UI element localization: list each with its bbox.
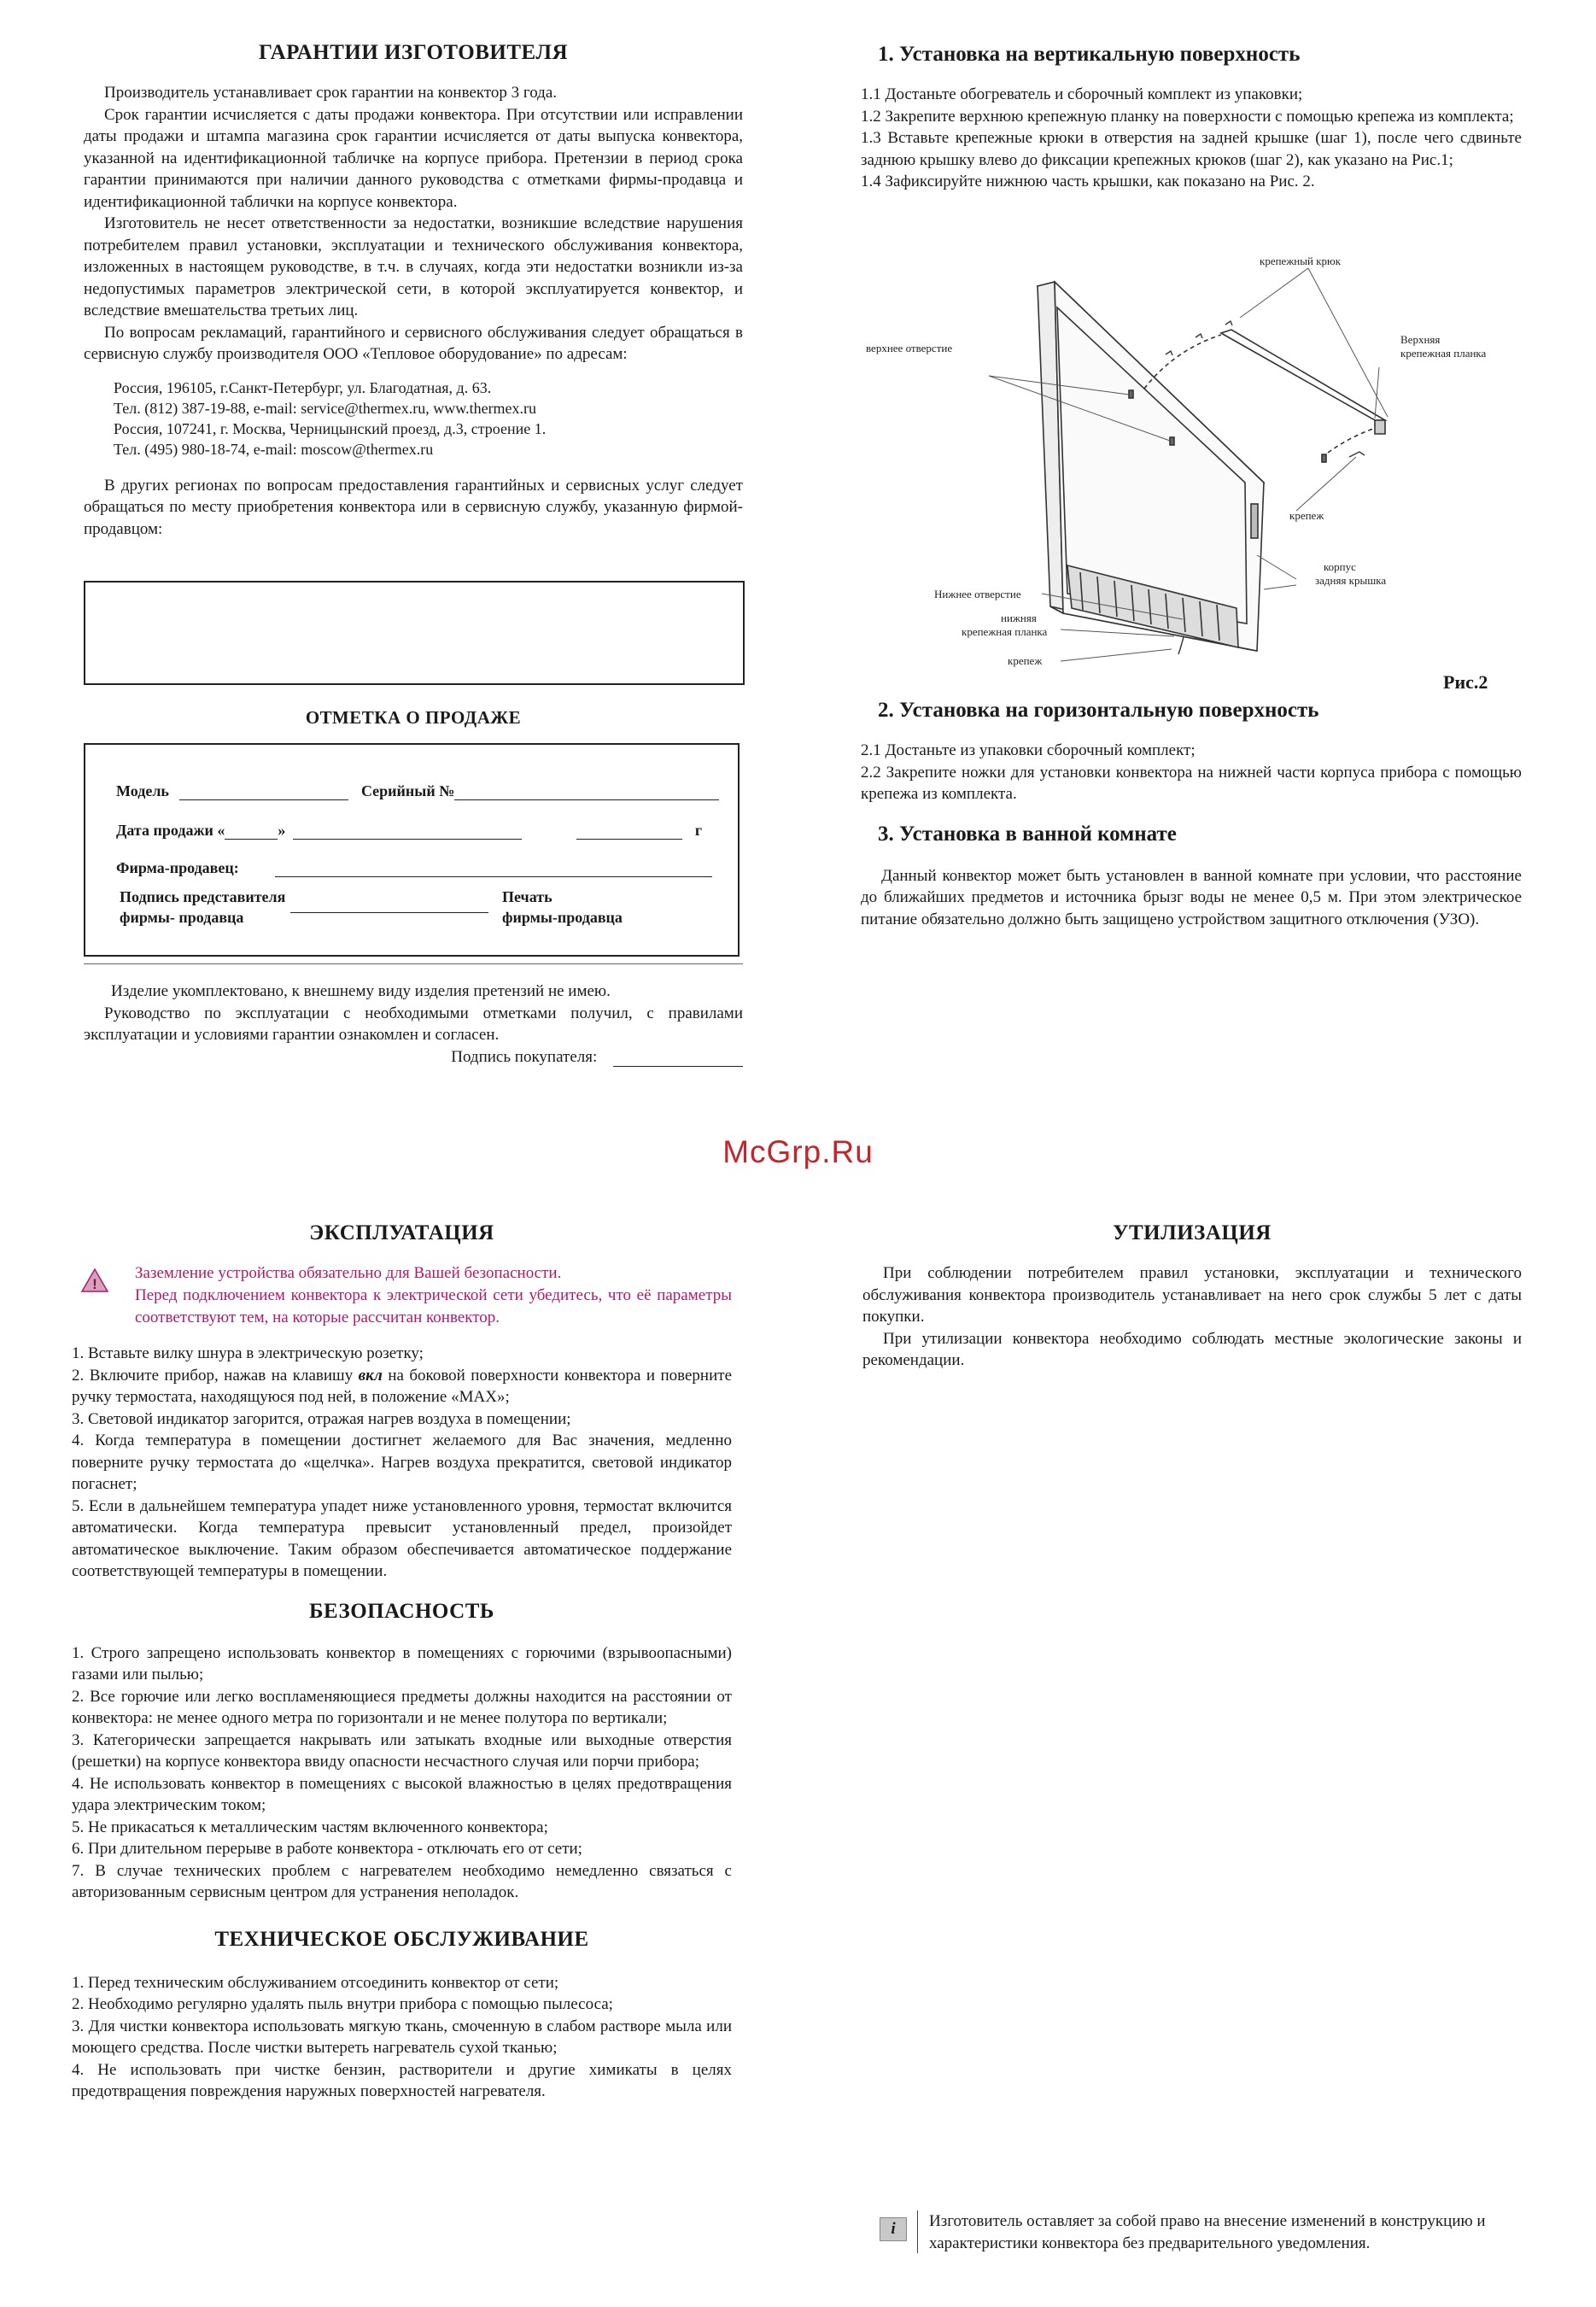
date-year-field[interactable] — [576, 839, 682, 840]
date-day-field[interactable] — [225, 839, 278, 840]
label-fastener-bottom: крепеж — [1008, 654, 1043, 667]
safety-rule: 6. При длительном перерыве в работе конвектора - отключать его от сети; — [72, 1840, 582, 1858]
serial-label: Серийный № — [360, 782, 455, 799]
install-step: 1.3 Вставьте крепежные крюки в отверстия на задней крышке (шаг 1), после чего сдвиньте заднюю крышку влево до фиксации крепежных крюков (шаг 2), как указано на Рис.1; — [861, 129, 1522, 169]
sale-title: ОТМЕТКА О ПРОДАЖЕ — [305, 707, 522, 728]
warranty-section — [84, 41, 743, 540]
maintenance-step: 4. Не использовать при чистке бензин, растворители и другие химикаты в целях предотвращения повреждения наружных поверхностей нагревателя. — [72, 2060, 732, 2100]
label-body: корпус — [1324, 560, 1356, 573]
buyer-p1: Изделие укомплектовано, к внешнему виду изделия претензий не имею. — [111, 982, 611, 1000]
label-top-hole: верхнее отверстие — [866, 342, 953, 354]
safety-rule: 1. Строго запрещено использовать конвектор в помещениях с горючими (взрывоопасными) газами или пылью; — [72, 1643, 732, 1683]
label-top-bar: Верхняя — [1400, 333, 1441, 346]
safety-rule: 3. Категорически запрещается накрывать или затыкать входные или выходные отверстия (решетки) на корпусе конвектора ввиду опасности несчастного случая или порчи прибора; — [72, 1730, 732, 1771]
warning-triangle-icon — [80, 1268, 109, 1293]
model-field[interactable] — [179, 799, 348, 800]
date-label: Дата продажи « — [116, 822, 225, 839]
address-line: Россия, 107241, г. Москва, Черницынский проезд, д.3, строение 1. — [114, 419, 547, 437]
buyer-section — [84, 981, 743, 1067]
model-label: Модель — [116, 782, 169, 799]
install-step: 2.1 Достаньте из упаковки сборочный комплект; — [861, 741, 1196, 759]
operation-step: 3. Световой индикатор загорится, отражая нагрев воздуха в помещении; — [72, 1409, 571, 1428]
operation-step: 5. Если в дальнейшем температура упадет ниже установленного уровня, термостат включится автоматически. Когда температура превысит установленный предел, произойдет автоматическое выключение. Таким образом обеспечивается автоматическое поддержание соответствующей температуры в помещении. — [72, 1496, 732, 1580]
buyer-sign-field[interactable] — [613, 1066, 743, 1067]
install-section — [861, 43, 1522, 193]
svg-text:!: ! — [92, 1276, 97, 1292]
safety-rule: 7. В случае технических проблем с нагревателем необходимо немедленно связаться с авторизованным сервисным центром для устранения неполадок. — [72, 1861, 732, 1901]
safety-rule: 5. Не прикасаться к металлическим частям включенного конвектора; — [72, 1818, 548, 1836]
divider — [84, 963, 743, 964]
disposal-title: УТИЛИЗАЦИЯ — [1113, 1221, 1272, 1244]
maintenance-title: ТЕХНИЧЕСКОЕ ОБСЛУЖИВАНИЕ — [214, 1927, 589, 1951]
serial-field[interactable] — [454, 799, 719, 800]
safety-title: БЕЗОПАСНОСТЬ — [309, 1599, 494, 1623]
address-line: Тел. (495) 980-18-74, e-mail: moscow@thermex.ru — [114, 440, 434, 458]
warranty-p4: По вопросам рекламаций, гарантийного и сервисного обслуживания следует обращаться в сервисную службу производителя ООО «Тепловое оборудование» по адресам: — [84, 323, 743, 363]
sign-field[interactable] — [290, 912, 488, 913]
stamp-label: фирмы-продавца — [502, 909, 623, 926]
warranty-p1: Производитель устанавливает срок гарантии на конвектор 3 года. — [104, 84, 558, 102]
maintenance-step: 3. Для чистки конвектора использовать мягкую ткань, смоченную в слабом растворе мыла или моющего средства. После чистки вытереть нагреватель сухой тканью; — [72, 2017, 732, 2057]
warranty-p3: Изготовитель не несет ответственности за недостатки, возникшие вследствие нарушения потребителем правил установки, эксплуатации и технического обслуживания конвектора, изложенных в настоящем руководстве, в т.ч. в случаях, когда эти недостатки возникли из-за недопустимых параметров электрической сети, в которой эксплуатируется конвектор, и вследствие вмешательства третьих лиц. — [84, 214, 743, 319]
sale-form — [84, 743, 740, 957]
watermark: McGrp.Ru — [722, 1134, 874, 1169]
operation-step-text: на боковой поверхности конвектора и поверните ручку термостата, находящуюся под ней, в положение «MAX»; — [72, 1366, 732, 1406]
notice-box — [880, 2210, 1522, 2254]
label-bottom-bar: нижняя — [1001, 612, 1037, 624]
label-back-cover: задняя крышка — [1315, 574, 1387, 587]
install-step: 2.2 Закрепите ножки для установки конвектора на нижней части корпуса прибора с помощью крепежа из комплекта. — [861, 763, 1522, 803]
warning-text: Заземление устройства обязательно для Вашей безопасности. — [135, 1264, 562, 1282]
date-quote: » — [278, 822, 286, 839]
safety-rule: 4. Не использовать конвектор в помещениях с высокой влажностью в целях предотвращения удара электрическим током; — [72, 1774, 732, 1814]
install-step: 1.4 Зафиксируйте нижнюю часть крышки, как показано на Рис. 2. — [861, 173, 1315, 190]
buyer-p2: Руководство по эксплуатации с необходимыми отметками получил, с правилами эксплуатации и условиями гарантии ознакомлен и согласен. — [84, 1004, 743, 1044]
label-bottom-bar: крепежная планка — [962, 625, 1048, 638]
install-step: 1.2 Закрепите верхнюю крепежную планку на поверхности с помощью крепежа из комплекта; — [861, 107, 1514, 126]
service-stamp-box — [84, 581, 745, 685]
figure-caption: Рис.2 — [1443, 671, 1488, 693]
notice-divider — [917, 2210, 918, 2253]
notice-text: Изготовитель оставляет за собой право на внесение изменений в конструкцию и характеристики конвектора без предварительного уведомления. — [929, 2212, 1486, 2252]
operation-step — [72, 1365, 732, 1408]
seller-field[interactable] — [275, 876, 712, 877]
sign-label: фирмы- продавца — [120, 909, 244, 926]
install-bathroom-text: Данный конвектор может быть установлен в ванной комнате при условии, что расстояние до ближайших предметов и источника брызг воды не менее 0,5 м. При этом электрическое питание обязательно должно быть защищено устройством защитного отключения (УЗО). — [861, 866, 1522, 928]
disposal-section — [862, 1221, 1522, 1372]
install-vertical-title: 1. Установка на вертикальную поверхность — [878, 43, 1301, 66]
operation-step: 4. Когда температура в помещении достигнет желаемого для Вас значения, медленно поверните ручку термостата до «щелчка». Нагрев воздуха прекратится, световой индикатор погаснет; — [72, 1432, 732, 1493]
sign-label: Подпись представителя — [120, 888, 286, 905]
seller-label: Фирма-продавец: — [116, 859, 239, 876]
label-fastener: крепеж — [1289, 509, 1324, 522]
info-icon-letter: i — [891, 2220, 896, 2238]
address-line: Тел. (812) 387-19-88, e-mail: service@thermex.ru, www.thermex.ru — [114, 399, 537, 417]
operation-title: ЭКСПЛУАТАЦИЯ — [309, 1221, 494, 1244]
label-hook: крепежный крюк — [1260, 255, 1342, 267]
warranty-title: ГАРАНТИИ ИЗГОТОВИТЕЛЯ — [258, 41, 569, 64]
label-bottom-hole: Нижнее отверстие — [934, 588, 1021, 600]
date-month-field[interactable] — [293, 839, 522, 840]
maintenance-step: 1. Перед техническим обслуживанием отсоединить конвектор от сети; — [72, 1973, 559, 1992]
operation-section — [72, 1221, 732, 2103]
address-line: Россия, 196105, г.Санкт-Петербург, ул. Благодатная, д. 63. — [114, 378, 492, 396]
mounting-diagram — [862, 248, 1520, 683]
safety-rule: 2. Все горючие или легко воспламеняющиеся предметы должны находится на расстоянии от конвектора: не менее одного метра по горизонтали и не менее полутора по вертикали; — [72, 1687, 732, 1727]
warning-text: Перед подключением конвектора к электрической сети убедитесь, что её параметры соответствуют тем, на которые рассчитан конвектор. — [135, 1286, 732, 1326]
stamp-label: Печать — [502, 888, 552, 905]
info-icon — [880, 2217, 907, 2241]
disposal-p1: При соблюдении потребителем правил установки, эксплуатации и технического обслуживания конвектора производитель устанавливает на него срок службы 5 лет с даты покупки. — [862, 1264, 1522, 1326]
year-suffix: г — [694, 822, 703, 839]
install-horizontal-section — [861, 699, 1522, 930]
operation-step-text: 2. Включите прибор, нажав на клавишу — [72, 1366, 359, 1385]
install-bathroom-title: 3. Установка в ванной комнате — [878, 822, 1177, 846]
disposal-p2: При утилизации конвектора необходимо соблюдать местные экологические законы и рекомендации. — [862, 1329, 1522, 1369]
buyer-sign-label: Подпись покупателя: — [451, 1047, 598, 1066]
install-step: 1.1 Достаньте обогреватель и сборочный комплект из упаковки; — [861, 85, 1303, 103]
install-horizontal-title: 2. Установка на горизонтальную поверхность — [878, 699, 1319, 722]
power-key-label: вкл — [358, 1366, 383, 1385]
warranty-p5: В других регионах по вопросам предоставления гарантийных и сервисных услуг следует обращаться по месту приобретения конвектора или в сервисную службу, указанную фирмой-продавцом: — [84, 476, 743, 538]
warranty-p2: Срок гарантии исчисляется с даты продажи конвектора. При отсутствии или исправлении даты продажи и штампа магазина срок гарантии исчисляется от даты выпуска конвектора, указанной на идентификационной табличке на корпусе прибора. Претензии в период срока гарантии принимаются при наличии данного руководства с отметками фирмы-продавца и идентификационной таблички на корпусе конвектора. — [84, 105, 743, 211]
operation-step: 1. Вставьте вилку шнура в электрическую розетку; — [72, 1344, 424, 1362]
maintenance-step: 2. Необходимо регулярно удалять пыль внутри прибора с помощью пылесоса; — [72, 1995, 613, 2013]
label-top-bar: крепежная планка — [1400, 347, 1487, 360]
